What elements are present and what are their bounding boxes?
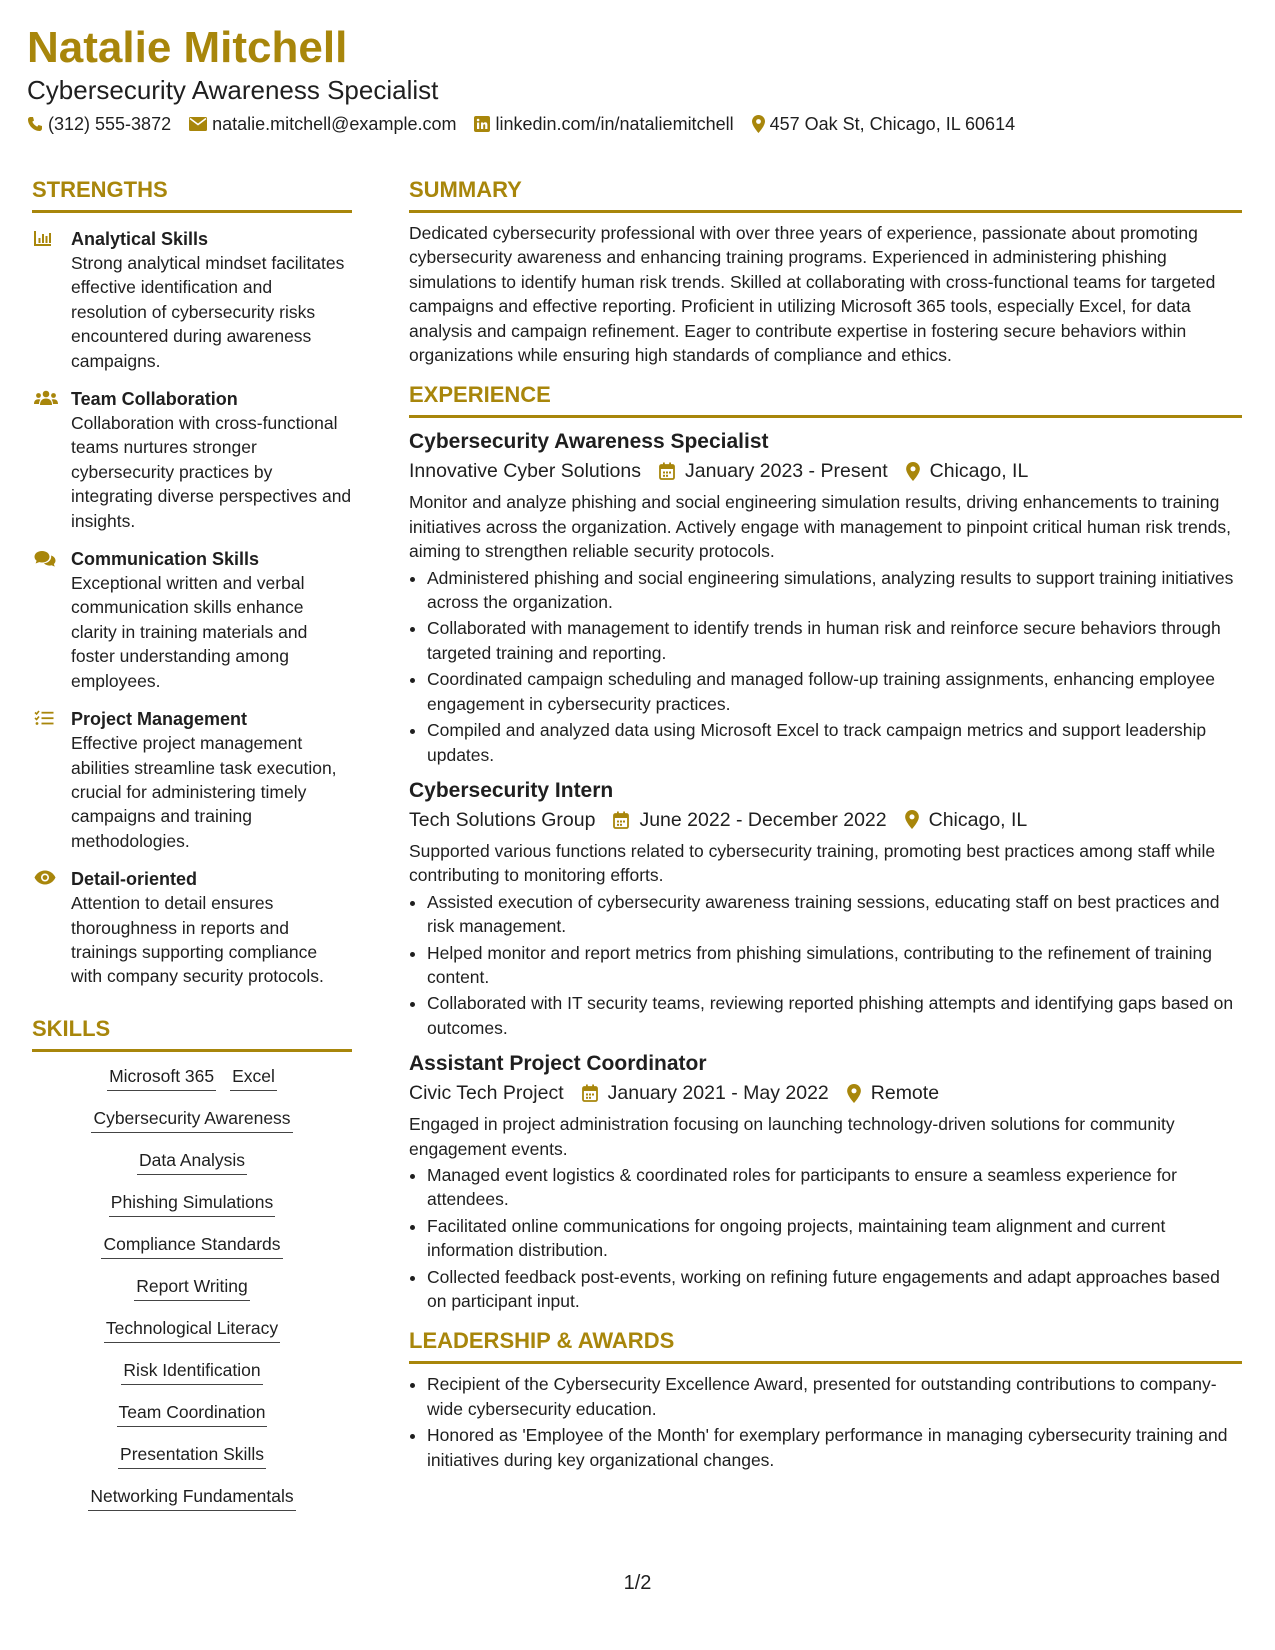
map-pin-icon (905, 810, 919, 829)
strengths-heading: STRENGTHS (32, 176, 352, 213)
strength-title: Project Management (71, 709, 248, 730)
map-pin-icon (752, 115, 765, 133)
skill-tag: Compliance Standards (101, 1232, 282, 1259)
task-list-icon (34, 710, 54, 726)
skill-row (32, 1064, 352, 1091)
left-column (32, 176, 352, 1526)
job-bullets (409, 890, 1242, 1040)
contact-bar (27, 112, 1247, 136)
job-bullet: • Compiled and analyzed data using Microsoft Excel to track campaign metrics and support leadership updates. (427, 718, 1242, 767)
strength-title: Team Collaboration (71, 389, 238, 410)
calendar-icon (659, 462, 675, 480)
candidate-name: Natalie Mitchell (27, 23, 348, 72)
leadership-heading: LEADERSHIP & AWARDS (409, 1327, 1242, 1364)
leadership-bullet: • Recipient of the Cybersecurity Excellence Award, presented for outstanding contributions to company-wide cybersecurity education. (427, 1372, 1242, 1421)
skill-row (32, 1442, 352, 1469)
contact-address (752, 112, 1016, 136)
skill-row (32, 1400, 352, 1427)
job-company: Innovative Cyber Solutions (409, 460, 641, 483)
job-bullet: • Collected feedback post-events, working on refining future engagements and adapt approaches based on participant input. (427, 1265, 1242, 1314)
users-icon (34, 390, 58, 406)
contact-email (189, 112, 456, 136)
page-number: 1/2 (623, 1572, 652, 1594)
job-dates-text: June 2022 - December 2022 (639, 808, 887, 831)
experience-section (409, 381, 1242, 1313)
leadership-section (409, 1327, 1242, 1472)
skills-list (32, 1052, 352, 1511)
job-bullet: • Collaborated with management to identify trends in human risk and reinforce secure behaviors through targeted training and reporting. (427, 616, 1242, 665)
skill-row (32, 1148, 352, 1175)
job-bullet: • Coordinated campaign scheduling and managed follow-up training assignments, enhancing employee engagement in cybersecurity practices. (427, 667, 1242, 716)
job-company: Tech Solutions Group (409, 808, 596, 831)
job-title: Cybersecurity Awareness Specialist (409, 430, 769, 454)
skill-tag: Risk Identification (121, 1358, 262, 1385)
chat-bubbles-icon (34, 550, 56, 568)
job-location-text: Remote (870, 1082, 940, 1105)
job-bullet: • Helped monitor and report metrics from phishing simulations, contributing to the refinement of training content. (427, 941, 1242, 990)
skills-section (32, 1015, 352, 1511)
job-dates-text: January 2021 - May 2022 (607, 1082, 829, 1105)
leadership-bullet: • Honored as 'Employee of the Month' for exemplary performance in managing cybersecurity training and initiatives during key organizational changes. (427, 1423, 1242, 1472)
skill-row (32, 1484, 352, 1511)
job-dates (659, 456, 888, 486)
contact-email-text[interactable]: natalie.mitchell@example.com (212, 114, 457, 134)
contact-linkedin (474, 112, 733, 136)
contact-address-text: 457 Oak St, Chicago, IL 60614 (769, 114, 1016, 134)
eye-icon (34, 870, 56, 885)
skill-tag: Phishing Simulations (109, 1190, 275, 1217)
job-bullet: • Managed event logistics & coordinated roles for participants to ensure a seamless experience for attendees. (427, 1163, 1242, 1212)
leadership-bullets (409, 1372, 1242, 1472)
skill-row (32, 1106, 352, 1133)
job-entry (409, 428, 1242, 766)
calendar-icon (613, 811, 629, 829)
contact-phone (27, 112, 171, 136)
skill-tag: Team Coordination (117, 1400, 268, 1427)
job-bullet: • Administered phishing and social engineering simulations, analyzing results to support training initiatives across the organization. (427, 566, 1242, 615)
calendar-icon (582, 1084, 598, 1102)
skill-tag: Excel (230, 1064, 277, 1091)
experience-heading: EXPERIENCE (409, 381, 1242, 418)
strength-title: Communication Skills (71, 549, 260, 570)
strengths-section (32, 176, 352, 989)
skill-row (32, 1190, 352, 1217)
candidate-title: Cybersecurity Awareness Specialist (27, 75, 439, 105)
map-pin-icon (906, 462, 920, 481)
job-title: Assistant Project Coordinator (409, 1052, 707, 1076)
job-location-text: Chicago, IL (928, 808, 1028, 831)
strength-item (32, 707, 352, 853)
strength-description: Collaboration with cross-functional teams nurtures stronger cybersecurity practices by integrating diverse perspectives and insights. (71, 413, 352, 531)
envelope-icon (189, 117, 207, 131)
skill-tag: Networking Fundamentals (88, 1484, 295, 1511)
strength-title: Detail-oriented (71, 869, 198, 890)
skill-row (32, 1274, 352, 1301)
job-title: Cybersecurity Intern (409, 778, 614, 802)
job-entry (409, 1050, 1242, 1313)
job-company: Civic Tech Project (409, 1082, 564, 1105)
strength-item (32, 867, 352, 989)
skill-row (32, 1358, 352, 1385)
job-location-text: Chicago, IL (929, 460, 1029, 483)
strength-item (32, 547, 352, 693)
job-meta (409, 805, 1242, 835)
linkedin-icon (474, 116, 490, 132)
skill-row (32, 1316, 352, 1343)
job-dates (613, 805, 886, 835)
job-entry (409, 777, 1242, 1040)
phone-icon (27, 116, 43, 132)
strength-description: Strong analytical mindset facilitates effective identification and resolution of cybersecurity risks encountered during awareness campaigns. (71, 253, 345, 371)
summary-section (409, 176, 1242, 367)
strength-description: Effective project management abilities streamline task execution, crucial for administering timely campaigns and training methodologies. (71, 733, 337, 851)
resume-header (27, 22, 1247, 136)
job-location (905, 805, 1028, 835)
job-bullet: • Assisted execution of cybersecurity awareness training sessions, educating staff on best practices and risk management. (427, 890, 1242, 939)
strength-description: Attention to detail ensures thoroughness in reports and trainings supporting compliance with company security protocols. (71, 893, 324, 987)
job-description: Engaged in project administration focusing on launching technology-driven solutions for community engagement events. (409, 1114, 1175, 1159)
right-column (409, 176, 1242, 1474)
job-meta (409, 456, 1242, 486)
job-location (847, 1078, 939, 1108)
job-bullet: • Facilitated online communications for ongoing projects, maintaining team alignment and current information distribution. (427, 1214, 1242, 1263)
skill-tag: Report Writing (134, 1274, 250, 1301)
strength-item (32, 387, 352, 533)
strength-description: Exceptional written and verbal communication skills enhance clarity in training materials and foster understanding among employees. (71, 573, 308, 691)
job-location (906, 456, 1029, 486)
skills-heading: SKILLS (32, 1015, 352, 1052)
job-bullet: • Collaborated with IT security teams, reviewing reported phishing attempts and identifying gaps based on outcomes. (427, 991, 1242, 1040)
job-bullets (409, 566, 1242, 767)
contact-linkedin-text[interactable]: linkedin.com/in/nataliemitchell (495, 114, 734, 134)
contact-phone-text[interactable]: (312) 555-3872 (48, 114, 172, 134)
summary-heading: SUMMARY (409, 176, 1242, 213)
skill-tag: Microsoft 365 (107, 1064, 216, 1091)
skill-tag: Presentation Skills (118, 1442, 266, 1469)
job-bullets (409, 1163, 1242, 1313)
job-description: Monitor and analyze phishing and social engineering simulation results, driving enhancements to training initiatives across the organization. Actively engage with management to pinpoint critical human risk trends, aiming to strengthen reliable security protocols. (409, 492, 1231, 562)
skill-row (32, 1232, 352, 1259)
skill-tag: Technological Literacy (104, 1316, 280, 1343)
job-meta (409, 1078, 1242, 1108)
job-dates (582, 1078, 829, 1108)
strength-item (32, 227, 352, 373)
map-pin-icon (847, 1084, 861, 1103)
job-dates-text: January 2023 - Present (684, 460, 888, 483)
skill-tag: Cybersecurity Awareness (91, 1106, 292, 1133)
strength-title: Analytical Skills (71, 229, 209, 249)
summary-text: Dedicated cybersecurity professional with over three years of experience, passionate about promoting cybersecurity awareness and enhancing training programs. Experienced in administering phishing simulations to identify human risk trends. Skilled at collaborating with cross-functional teams for targeted campaigns and effective reporting. Proficient in utilizing Microsoft 365 tools, especially Excel, for data analysis and campaign refinement. Eager to contribute expertise in fostering secure behaviors within organizations while ensuring high standards of compliance and ethics. (409, 223, 1216, 366)
job-description: Supported various functions related to cybersecurity training, promoting best practices among staff while contributing to monitoring efforts. (409, 840, 1216, 886)
skill-tag: Data Analysis (137, 1148, 247, 1175)
bar-chart-icon (34, 230, 52, 246)
